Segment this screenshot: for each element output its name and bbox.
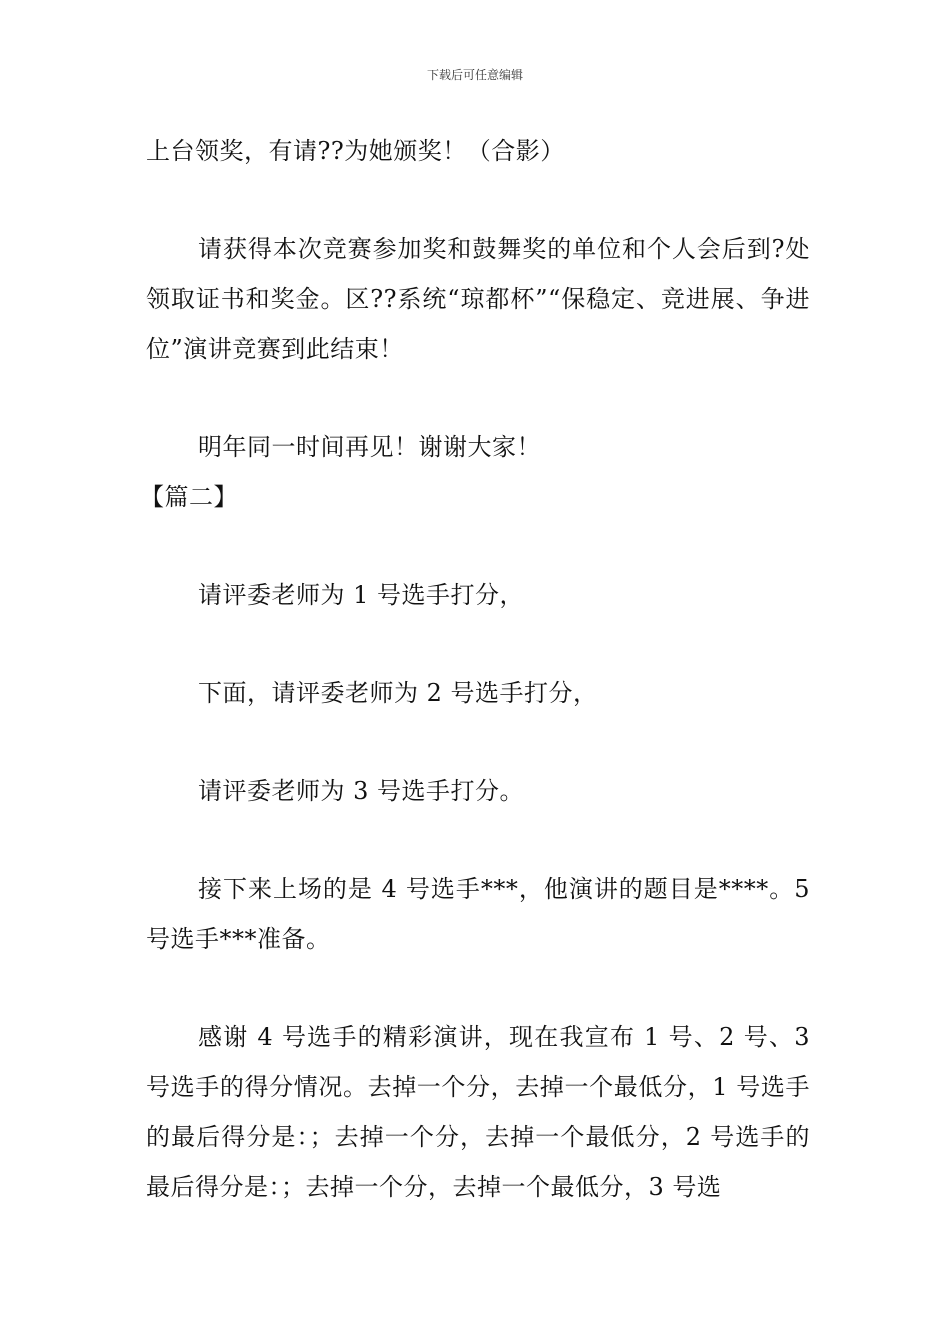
paragraph-score-announcement: 感谢 4 号选手的精彩演讲，现在我宣布 1 号、2 号、3 号选手的得分情况。去掉一个分，去掉一个最低分，1 号选手的最后得分是：；去掉一个分，去掉一个最低分，2 号选手的最后得分是：；去掉一个分，去掉一个最低分，3 号选 bbox=[146, 1023, 810, 1201]
paragraph-award-call: 上台领奖，有请??为她颁奖！（合影） bbox=[146, 137, 565, 165]
paragraph-score-contestant-3: 请评委老师为 3 号选手打分。 bbox=[198, 777, 525, 805]
paragraph-score-contestant-2: 下面，请评委老师为 2 号选手打分， bbox=[198, 679, 598, 707]
paragraph-next-contestant: 接下来上场的是 4 号选手***，他演讲的题目是****。5 号选手***准备。 bbox=[146, 875, 810, 953]
document-body bbox=[140, 126, 810, 1212]
edit-notice: 下载后可任意编辑 bbox=[426, 68, 523, 82]
section-heading: 【篇二】 bbox=[140, 483, 238, 511]
paragraph-certificate-pickup: 请获得本次竞赛参加奖和鼓舞奖的单位和个人会后到?处领取证书和奖金。区??系统“琼都杯”“保稳定、竞进展、争进位”演讲竞赛到此结束！ bbox=[146, 235, 810, 363]
paragraph-score-contestant-1: 请评委老师为 1 号选手打分， bbox=[198, 581, 525, 609]
paragraph-farewell: 明年同一时间再见！谢谢大家！ bbox=[198, 433, 541, 461]
